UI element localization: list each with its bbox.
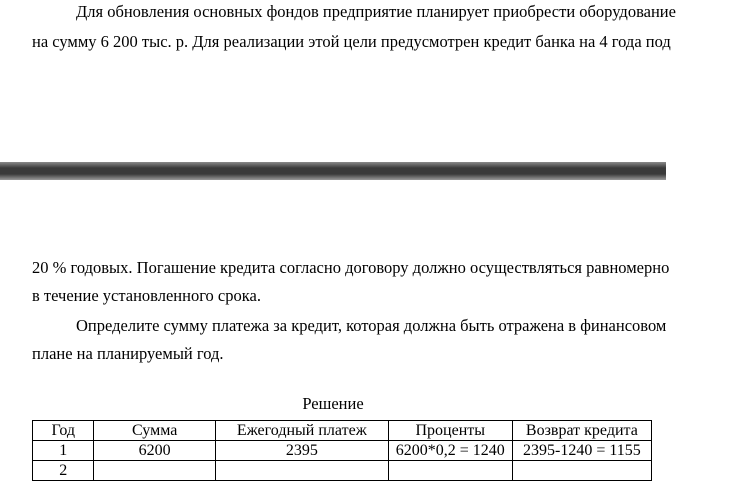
page-break-divider (0, 162, 666, 180)
header-interest: Проценты (388, 421, 512, 441)
cell-year: 1 (33, 441, 94, 461)
page-upper-section (0, 0, 666, 162)
cell-sum: 6200 (94, 441, 215, 461)
cell-annual-payment: 2395 (215, 441, 388, 461)
problem-text-line-1: Для обновления основных фондов предприятие планирует приобрести оборудование (76, 2, 676, 21)
header-annual-payment: Ежегодный платеж (215, 421, 388, 441)
cell-annual-payment (215, 461, 388, 481)
solution-table-wrapper (32, 420, 652, 481)
problem-text-line-3: 20 % годовых. Погашение кредита согласно договору должно осуществляться равномерно (32, 258, 670, 277)
cell-interest (388, 461, 512, 481)
solution-table (32, 420, 652, 481)
header-sum: Сумма (94, 421, 215, 441)
cell-loan-repayment (512, 461, 651, 481)
header-year: Год (33, 421, 94, 441)
solution-heading: Решение (302, 394, 364, 413)
table-header-row (33, 421, 652, 441)
cell-sum (94, 461, 215, 481)
table-row (33, 441, 652, 461)
problem-text-line-2: на сумму 6 200 тыс. р. Для реализации этой цели предусмотрен кредит банка на 4 года под (32, 32, 671, 51)
cell-loan-repayment: 2395-1240 = 1155 (512, 441, 651, 461)
cell-interest: 6200*0,2 = 1240 (388, 441, 512, 461)
question-text-line-2: плане на планируемый год. (32, 344, 224, 363)
table-row (33, 461, 652, 481)
question-text-line-1: Определите сумму платежа за кредит, которая должна быть отражена в финансовом (76, 316, 667, 335)
header-loan-repayment: Возврат кредита (512, 421, 651, 441)
cell-year: 2 (33, 461, 94, 481)
problem-text-line-4: в течение установленного срока. (32, 286, 261, 305)
